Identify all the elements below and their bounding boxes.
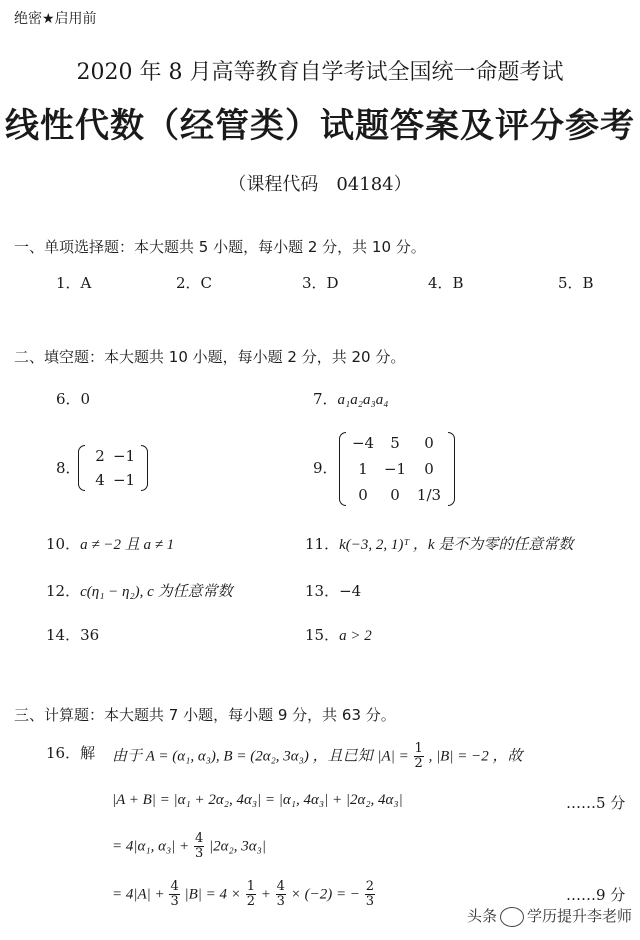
answer-5: 5．B <box>558 274 594 292</box>
confidential-label: 绝密★启用前 <box>14 11 97 27</box>
matrix9-cell-1-0: 1 <box>358 460 368 478</box>
q16-line2: |A + B| = |α₁ + 2α₂, 4α₃| = |α₁, 4α₃| + |2α₂, 4α₃| <box>112 792 403 808</box>
watermark <box>467 905 632 927</box>
matrix9-cell-0-1: 5 <box>390 434 400 452</box>
matrix8-cell-0-0: 2 <box>95 447 105 465</box>
answer-1: 1．A <box>56 274 92 292</box>
answer-8-label: 8． <box>56 459 81 477</box>
q16-label: 16．解 <box>46 744 96 762</box>
answer-9-matrix <box>339 432 455 510</box>
watermark-prefix: 头条 <box>466 907 497 925</box>
matrix9-cell-2-2: 1/3 <box>416 486 442 504</box>
watermark-text: 学历提升李老师 <box>526 907 632 925</box>
section2-heading: 二、填空题：本大题共 10 小题，每小题 2 分，共 20 分。 <box>14 348 406 366</box>
answer-14: 14．36 <box>46 626 100 644</box>
section1-heading: 一、单项选择题：本大题共 5 小题，每小题 2 分，共 10 分。 <box>14 238 426 256</box>
answer-7: 7．a₁a₂a₃a₄ <box>313 390 389 408</box>
matrix8-cell-0-1: −1 <box>112 447 136 465</box>
matrix8-cell-1-1: −1 <box>112 471 136 489</box>
exam-title: 2020 年 8 月高等教育自学考试全国统一命题考试 <box>76 60 564 85</box>
q16-line1: 由于 A = (α₁, α₃), B = (2α₂, 3α₃) ，且已知 |A| = $\frac{1}{2}$ , |B| = −2 ，故 <box>112 741 523 771</box>
answer-4: 4．B <box>428 274 464 292</box>
q16-score-9: ……9 分 <box>566 886 626 904</box>
matrix9-cell-2-0: 0 <box>358 486 368 504</box>
watermark-logo-icon <box>500 907 524 927</box>
matrix9-cell-1-1: −1 <box>383 460 407 478</box>
answer-13: 13．−4 <box>305 582 362 600</box>
matrix9-cell-0-2: 0 <box>424 434 434 452</box>
matrix9-cell-2-1: 0 <box>390 486 400 504</box>
answer-11: 11．k(−3, 2, 1)ᵀ ，k 是不为零的任意常数 <box>305 535 574 553</box>
document-title: 线性代数（经管类）试题答案及评分参考 <box>5 106 635 146</box>
matrix8-cell-1-0: 4 <box>95 471 105 489</box>
answer-10: 10．a ≠ −2 且 a ≠ 1 <box>46 535 175 553</box>
course-code: （课程代码 04184） <box>228 174 412 195</box>
answer-3: 3．D <box>302 274 339 292</box>
q16-score-5: ……5 分 <box>566 794 626 812</box>
answer-6: 6．0 <box>56 390 91 408</box>
section3-heading: 三、计算题：本大题共 7 小题，每小题 9 分，共 63 分。 <box>14 706 396 724</box>
matrix9-cell-0-0: −4 <box>351 434 375 452</box>
answer-15: 15．a > 2 <box>305 626 372 644</box>
answer-12: 12．c(η₁ − η₂), c 为任意常数 <box>46 582 233 600</box>
answer-2: 2．C <box>176 274 213 292</box>
q16-line4: = 4|A| + $\frac{4}{3}$ |B| = 4 × $\frac{1}{2}$ + $\frac{4}{3}$ × (−2) = − $\frac{2}{3}$ <box>112 879 375 909</box>
matrix9-cell-1-2: 0 <box>424 460 434 478</box>
q16-line3: = 4|α₁, α₃| + $\frac{4}{3}$ |2α₂, 3α₃| <box>112 831 266 861</box>
answer-8-matrix <box>78 445 148 495</box>
answer-9-label: 9． <box>313 459 338 477</box>
